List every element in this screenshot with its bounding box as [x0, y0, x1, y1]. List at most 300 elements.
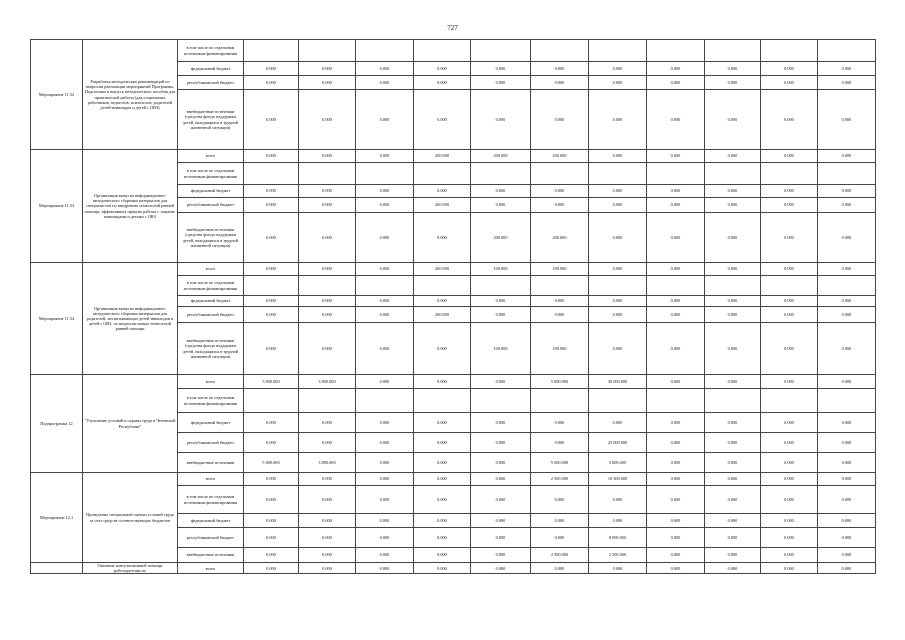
funding-source: республиканский бюджет	[178, 433, 244, 453]
amount-cell	[471, 389, 531, 413]
amount-cell	[705, 276, 761, 296]
amount-cell: 0.000	[356, 307, 414, 323]
amount-cell: 0.000	[818, 453, 876, 473]
amount-cell: 0.000	[471, 514, 531, 528]
amount-cell	[244, 163, 299, 185]
amount-cell: 0.000	[818, 62, 876, 76]
amount-cell: 0.000	[299, 150, 356, 163]
amount-cell	[761, 40, 818, 62]
amount-cell: 0.000	[589, 296, 647, 307]
amount-cell	[818, 389, 876, 413]
amount-cell: 0.000	[818, 486, 876, 514]
amount-cell: 0.000	[761, 528, 818, 548]
amount-cell: 0.000	[244, 413, 299, 433]
amount-cell: 200.000	[414, 198, 471, 213]
amount-cell: 0.000	[244, 296, 299, 307]
amount-cell: 0.000	[356, 473, 414, 486]
amount-cell: 0.000	[818, 323, 876, 375]
amount-cell: 0.000	[356, 486, 414, 514]
program-name: "Улучшение условий и охраны труда в Чеченской Республике"	[83, 375, 178, 473]
amount-cell	[761, 389, 818, 413]
amount-cell: 200.000	[414, 263, 471, 276]
amount-cell: 0.000	[299, 413, 356, 433]
amount-cell: 0.000	[356, 150, 414, 163]
amount-cell	[647, 276, 705, 296]
program-name: Организация выпуска информационно-методического сборника материалов для родителей, воспитывающих детей-инвалидов и детей с ОВЗ, по вопросам новых технологий ранней помощи	[83, 263, 178, 375]
amount-cell: 0.000	[471, 473, 531, 486]
amount-cell: 0.000	[705, 263, 761, 276]
amount-cell: 0.000	[761, 213, 818, 263]
amount-cell: 0.000	[705, 413, 761, 433]
amount-cell: 0.000	[818, 375, 876, 389]
amount-cell: 0.000	[589, 198, 647, 213]
amount-cell: 0.000	[647, 90, 705, 150]
funding-source: внебюджетные источники	[178, 453, 244, 473]
amount-cell: 0.000	[705, 473, 761, 486]
amount-cell: 0.000	[647, 213, 705, 263]
amount-cell	[818, 163, 876, 185]
amount-cell: 0.000	[818, 563, 876, 574]
amount-cell: 0.000	[705, 563, 761, 574]
amount-cell: 100.000	[471, 263, 531, 276]
amount-cell: 0.000	[299, 486, 356, 514]
funding-source: республиканский бюджет	[178, 76, 244, 90]
funding-source: республиканский бюджет	[178, 307, 244, 323]
amount-cell: 0.000	[761, 413, 818, 433]
amount-cell: 0.000	[818, 433, 876, 453]
funding-source: в том числе по отдельным источникам финансирования	[178, 486, 244, 514]
amount-cell: 0.000	[531, 185, 589, 198]
program-name: Организация выпуска информационно-методического сборника материалов для специалистов по внедрению технологий ранней помощи, эффективных практик работы с лицами-инвалидами и детьми с ОВЗ	[83, 150, 178, 263]
amount-cell: 0.000	[818, 528, 876, 548]
amount-cell: 0.000	[589, 90, 647, 150]
amount-cell: 0.000	[531, 413, 589, 433]
amount-cell: 0.000	[471, 185, 531, 198]
amount-cell	[705, 389, 761, 413]
amount-cell: 0.000	[705, 307, 761, 323]
amount-cell: 200.000	[414, 307, 471, 323]
amount-cell: 0.000	[356, 76, 414, 90]
amount-cell: 0.000	[705, 296, 761, 307]
amount-cell	[244, 40, 299, 62]
amount-cell: 0.000	[705, 514, 761, 528]
amount-cell	[471, 163, 531, 185]
amount-cell: 200.000	[414, 150, 471, 163]
amount-cell: 0.000	[356, 323, 414, 375]
funding-source: федеральный бюджет	[178, 185, 244, 198]
funding-source: республиканский бюджет	[178, 198, 244, 213]
amount-cell: 0.000	[589, 150, 647, 163]
amount-cell: 0.000	[705, 90, 761, 150]
amount-cell	[818, 40, 876, 62]
amount-cell: 0.000	[647, 323, 705, 375]
table-row	[31, 563, 876, 574]
amount-cell: 0.000	[647, 433, 705, 453]
amount-cell	[299, 389, 356, 413]
amount-cell: 0.000	[818, 307, 876, 323]
funding-source: всего	[178, 563, 244, 574]
funding-source: всего	[178, 150, 244, 163]
amount-cell: 0.000	[589, 514, 647, 528]
amount-cell: 0.000	[761, 296, 818, 307]
amount-cell: 0.000	[471, 62, 531, 76]
amount-cell: 0.000	[471, 198, 531, 213]
funding-source: внебюджетные источники (средства фонда поддержки детей, находящихся в трудной жизненной ситуации)	[178, 323, 244, 375]
program-code: Мероприятие 11.54	[31, 263, 83, 375]
amount-cell: 0.000	[705, 198, 761, 213]
amount-cell: 0.000	[244, 528, 299, 548]
amount-cell: 0.000	[244, 433, 299, 453]
amount-cell: 0.000	[356, 433, 414, 453]
amount-cell: 0.000	[244, 307, 299, 323]
amount-cell: 0.000	[299, 263, 356, 276]
amount-cell: 0.000	[356, 198, 414, 213]
amount-cell: 0.000	[299, 198, 356, 213]
amount-cell: 0.000	[761, 453, 818, 473]
amount-cell: 0.000	[818, 473, 876, 486]
amount-cell: 0.000	[531, 198, 589, 213]
amount-cell: 0.000	[414, 213, 471, 263]
amount-cell: 0.000	[299, 514, 356, 528]
table-row	[31, 40, 876, 62]
funding-source: федеральный бюджет	[178, 62, 244, 76]
amount-cell	[299, 276, 356, 296]
amount-cell: 0.000	[818, 413, 876, 433]
program-code	[31, 563, 83, 574]
amount-cell	[761, 276, 818, 296]
amount-cell: 0.000	[647, 150, 705, 163]
amount-cell: 0.000	[299, 296, 356, 307]
amount-cell: 0.000	[244, 90, 299, 150]
amount-cell: 0.000	[761, 433, 818, 453]
amount-cell: 0.000	[244, 563, 299, 574]
amount-cell: 0.000	[356, 185, 414, 198]
amount-cell: 0.000	[647, 563, 705, 574]
amount-cell	[589, 389, 647, 413]
amount-cell: 0.000	[589, 413, 647, 433]
amount-cell	[761, 163, 818, 185]
amount-cell	[818, 276, 876, 296]
amount-cell: 5 000.000	[531, 453, 589, 473]
amount-cell	[356, 163, 414, 185]
amount-cell: 0.000	[471, 375, 531, 389]
amount-cell	[414, 389, 471, 413]
amount-cell: 0.000	[299, 528, 356, 548]
amount-cell: 0.000	[761, 548, 818, 563]
amount-cell	[647, 389, 705, 413]
amount-cell: 0.000	[761, 514, 818, 528]
amount-cell: 2 500.000	[589, 548, 647, 563]
funding-source: внебюджетные источники (средства фонда поддержки детей, находящихся в трудной жизненной ситуации)	[178, 90, 244, 150]
amount-cell: 0.000	[244, 213, 299, 263]
funding-source: всего	[178, 263, 244, 276]
amount-cell: 0.000	[531, 528, 589, 548]
amount-cell: 0.000	[705, 213, 761, 263]
amount-cell: 2 500.000	[531, 473, 589, 486]
amount-cell	[471, 40, 531, 62]
amount-cell: 0.000	[531, 563, 589, 574]
amount-cell: 0.000	[244, 486, 299, 514]
amount-cell: 0.000	[647, 263, 705, 276]
amount-cell: 0.000	[471, 90, 531, 150]
amount-cell: 0.000	[244, 514, 299, 528]
amount-cell: 0.000	[414, 185, 471, 198]
amount-cell: 0.000	[356, 296, 414, 307]
table-row	[31, 263, 876, 276]
amount-cell: 0.000	[647, 198, 705, 213]
amount-cell: 0.000	[761, 307, 818, 323]
amount-cell: 0.000	[705, 150, 761, 163]
funding-source: республиканский бюджет	[178, 528, 244, 548]
amount-cell: 0.000	[471, 548, 531, 563]
amount-cell: 0.000	[705, 548, 761, 563]
amount-cell: 0.000	[818, 198, 876, 213]
amount-cell: 200.000	[531, 150, 589, 163]
amount-cell: 0.000	[647, 514, 705, 528]
funding-source: внебюджетные источники	[178, 548, 244, 563]
amount-cell: 200.000	[531, 213, 589, 263]
funding-source: в том числе по отдельным источникам финансирования	[178, 40, 244, 62]
amount-cell	[531, 40, 589, 62]
amount-cell: 0.000	[647, 473, 705, 486]
amount-cell: 5 000.000	[589, 453, 647, 473]
amount-cell: 0.000	[414, 76, 471, 90]
amount-cell: 0.000	[299, 563, 356, 574]
amount-cell: 100.000	[531, 323, 589, 375]
amount-cell: 0.000	[244, 323, 299, 375]
funding-source: федеральный бюджет	[178, 514, 244, 528]
amount-cell: 5 800.000	[244, 453, 299, 473]
amount-cell	[705, 40, 761, 62]
amount-cell: 0.000	[589, 185, 647, 198]
amount-cell: 0.000	[414, 296, 471, 307]
amount-cell	[531, 276, 589, 296]
amount-cell: 0.000	[471, 563, 531, 574]
amount-cell: 0.000	[244, 150, 299, 163]
amount-cell: 0.000	[244, 263, 299, 276]
amount-cell: 0.000	[647, 76, 705, 90]
amount-cell: 0.000	[299, 76, 356, 90]
amount-cell: 0.000	[647, 548, 705, 563]
amount-cell: 3 800.000	[299, 453, 356, 473]
amount-cell: 0.000	[531, 433, 589, 453]
amount-cell: 0.000	[414, 528, 471, 548]
amount-cell: 0.000	[705, 375, 761, 389]
amount-cell: 0.000	[818, 548, 876, 563]
amount-cell: 0.000	[818, 76, 876, 90]
amount-cell	[356, 40, 414, 62]
amount-cell	[705, 163, 761, 185]
program-code: Мероприятие 11.52	[31, 40, 83, 150]
amount-cell: 0.000	[356, 413, 414, 433]
amount-cell: 0.000	[818, 185, 876, 198]
amount-cell: 0.000	[299, 433, 356, 453]
amount-cell: 0.000	[589, 563, 647, 574]
amount-cell: 0.000	[647, 453, 705, 473]
amount-cell: 0.000	[414, 323, 471, 375]
amount-cell: 0.000	[414, 62, 471, 76]
amount-cell: 0.000	[244, 548, 299, 563]
amount-cell: 0.000	[356, 90, 414, 150]
amount-cell	[356, 389, 414, 413]
amount-cell: 0.000	[356, 213, 414, 263]
amount-cell: 0.000	[818, 150, 876, 163]
amount-cell: 0.000	[589, 323, 647, 375]
amount-cell: 0.000	[414, 486, 471, 514]
amount-cell: 0.000	[705, 62, 761, 76]
amount-cell	[471, 276, 531, 296]
amount-cell	[589, 276, 647, 296]
amount-cell	[589, 40, 647, 62]
amount-cell: 0.000	[705, 323, 761, 375]
amount-cell	[244, 389, 299, 413]
amount-cell: 0.000	[761, 375, 818, 389]
amount-cell: 0.000	[589, 307, 647, 323]
amount-cell: 0.000	[531, 486, 589, 514]
program-code: Подпрограмма 12	[31, 375, 83, 473]
amount-cell	[647, 40, 705, 62]
amount-cell: 100.000	[471, 323, 531, 375]
amount-cell: 0.000	[414, 514, 471, 528]
amount-cell: 0.000	[356, 263, 414, 276]
amount-cell	[531, 163, 589, 185]
amount-cell: 0.000	[647, 307, 705, 323]
amount-cell: 0.000	[471, 433, 531, 453]
amount-cell: 0.000	[705, 453, 761, 473]
amount-cell: 0.000	[414, 433, 471, 453]
amount-cell: 0.000	[531, 62, 589, 76]
amount-cell: 0.000	[471, 296, 531, 307]
amount-cell	[589, 163, 647, 185]
amount-cell: 0.000	[531, 76, 589, 90]
amount-cell: 0.000	[356, 514, 414, 528]
amount-cell: 0.000	[414, 375, 471, 389]
funding-source: всего	[178, 375, 244, 389]
amount-cell: 200.000	[471, 150, 531, 163]
program-code: Мероприятие 12.1	[31, 473, 83, 563]
amount-cell: 0.000	[761, 150, 818, 163]
amount-cell: 10 500.000	[589, 473, 647, 486]
amount-cell: 0.000	[414, 453, 471, 473]
amount-cell: 0.000	[414, 413, 471, 433]
amount-cell: 0.000	[761, 198, 818, 213]
amount-cell: 100.000	[531, 263, 589, 276]
amount-cell: 0.000	[589, 62, 647, 76]
amount-cell: 0.000	[647, 185, 705, 198]
table-row	[31, 375, 876, 389]
amount-cell: 0.000	[589, 263, 647, 276]
amount-cell: 0.000	[414, 563, 471, 574]
amount-cell: 0.000	[705, 528, 761, 548]
amount-cell: 0.000	[356, 548, 414, 563]
amount-cell: 0.000	[761, 323, 818, 375]
amount-cell	[531, 389, 589, 413]
amount-cell: 0.000	[356, 375, 414, 389]
amount-cell	[356, 276, 414, 296]
amount-cell: 0.000	[244, 62, 299, 76]
amount-cell: 0.000	[761, 62, 818, 76]
amount-cell	[414, 276, 471, 296]
amount-cell	[299, 163, 356, 185]
amount-cell: 0.000	[471, 76, 531, 90]
amount-cell: 0.000	[589, 486, 647, 514]
amount-cell	[299, 40, 356, 62]
funding-source: в том числе по отдельным источникам финансирования	[178, 389, 244, 413]
amount-cell: 0.000	[818, 296, 876, 307]
amount-cell: 0.000	[761, 473, 818, 486]
amount-cell	[244, 276, 299, 296]
amount-cell: 30 000.000	[589, 375, 647, 389]
amount-cell: 0.000	[299, 548, 356, 563]
program-name: Оказание консультативной помощи работодателям по	[83, 563, 178, 574]
amount-cell	[647, 163, 705, 185]
amount-cell: 0.000	[471, 413, 531, 433]
amount-cell: 0.000	[647, 528, 705, 548]
funding-source: в том числе по отдельным источникам финансирования	[178, 276, 244, 296]
amount-cell: 0.000	[647, 62, 705, 76]
amount-cell: 0.000	[531, 514, 589, 528]
funding-source: внебюджетные источники (средства фонда поддержки детей, находящихся в трудной жизненной ситуации)	[178, 213, 244, 263]
amount-cell: 0.000	[244, 76, 299, 90]
amount-cell: 0.000	[471, 486, 531, 514]
amount-cell: 0.000	[647, 296, 705, 307]
amount-cell	[414, 163, 471, 185]
amount-cell: 0.000	[299, 213, 356, 263]
amount-cell: 0.000	[299, 323, 356, 375]
funding-source: всего	[178, 473, 244, 486]
amount-cell: 0.000	[414, 473, 471, 486]
amount-cell: 2 500.000	[531, 548, 589, 563]
amount-cell: 0.000	[761, 76, 818, 90]
amount-cell: 0.000	[705, 76, 761, 90]
program-name: Проведение специальной оценки условий труда за счет средств соответствующих бюджетов	[83, 473, 178, 563]
amount-cell: 0.000	[299, 185, 356, 198]
amount-cell: 0.000	[414, 548, 471, 563]
amount-cell: 0.000	[705, 486, 761, 514]
financing-table	[30, 39, 876, 574]
amount-cell: 0.000	[647, 486, 705, 514]
amount-cell: 0.000	[356, 528, 414, 548]
funding-source: федеральный бюджет	[178, 296, 244, 307]
amount-cell: 0.000	[531, 307, 589, 323]
amount-cell: 5 000.000	[531, 375, 589, 389]
amount-cell: 200.000	[471, 213, 531, 263]
amount-cell: 0.000	[531, 296, 589, 307]
amount-cell: 0.000	[244, 185, 299, 198]
amount-cell: 0.000	[299, 90, 356, 150]
amount-cell: 0.000	[299, 307, 356, 323]
amount-cell: 0.000	[244, 198, 299, 213]
program-name: Разработка методических рекомендаций по вопросам реализации мероприятий Программы. Подготовка и выпуск методического пособия для практической работы (для социальных работников, педагогов, психологов, родителей детей-инвалидов и детей с ОВЗ)	[83, 40, 178, 150]
amount-cell	[414, 40, 471, 62]
program-code: Мероприятие 11.53	[31, 150, 83, 263]
amount-cell: 0.000	[356, 453, 414, 473]
page-number: 727	[447, 24, 458, 32]
amount-cell: 0.000	[356, 563, 414, 574]
amount-cell: 8 000.000	[589, 528, 647, 548]
amount-cell: 0.000	[705, 185, 761, 198]
table-row	[31, 473, 876, 486]
amount-cell: 0.000	[761, 185, 818, 198]
amount-cell: 0.000	[299, 62, 356, 76]
amount-cell: 0.000	[761, 486, 818, 514]
amount-cell: 0.000	[471, 453, 531, 473]
amount-cell: 0.000	[531, 90, 589, 150]
amount-cell: 0.000	[818, 213, 876, 263]
amount-cell: 0.000	[818, 90, 876, 150]
amount-cell: 0.000	[818, 263, 876, 276]
amount-cell: 0.000	[356, 62, 414, 76]
